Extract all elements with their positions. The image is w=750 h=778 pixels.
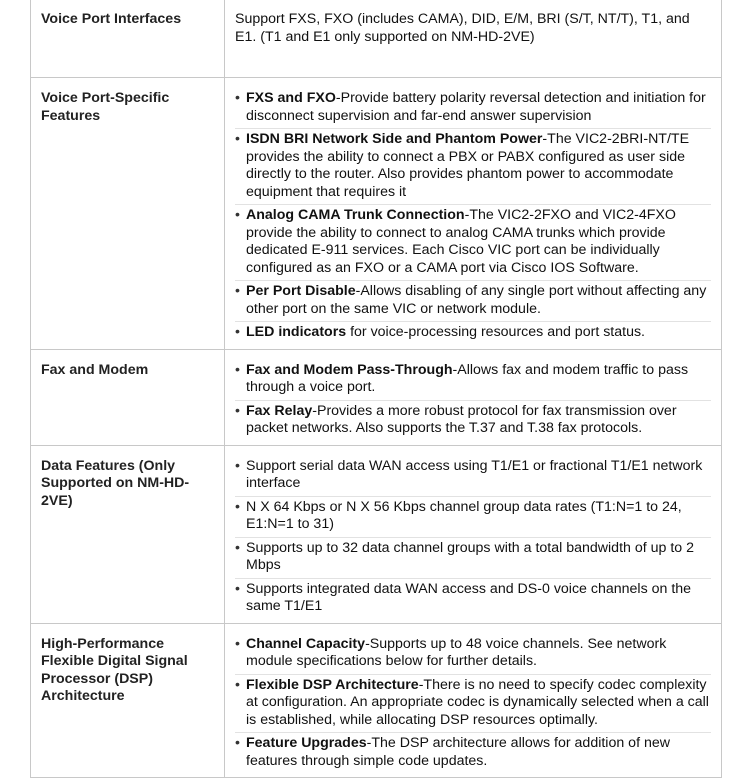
list-item (235, 636, 711, 675)
list-item (235, 362, 711, 401)
table-row (31, 78, 722, 350)
item-desc: -Allows fax and modem traffic to pass through a voice port. (246, 361, 689, 395)
row-label: High-Performance Flexible Digital Signal Processor (DSP) Architecture (31, 623, 225, 778)
item-desc: -Provides a more robust protocol for fax transmission over packet networks. Also supports the T.37 and T.38 fax protocols. (246, 402, 677, 436)
row-label: Voice Port Interfaces (31, 0, 225, 78)
row-content (225, 349, 722, 445)
item-term: FXS and FXO (246, 90, 336, 106)
list-item (235, 458, 711, 497)
item-desc: -There is no need to specify codec complexity at configuration. An appropriate codec is dynamically selected when a call is established, while allocating DSP resources optimally. (246, 676, 709, 728)
table-row (31, 445, 722, 623)
item-desc: for voice-processing resources and port status. (346, 324, 645, 340)
list-item (235, 499, 711, 538)
row-label: Fax and Modem (31, 349, 225, 445)
row-content (225, 78, 722, 350)
row-content (225, 623, 722, 778)
list-item (235, 540, 711, 579)
item-term: Flexible DSP Architecture (246, 676, 419, 693)
item-term: LED indicators (246, 324, 347, 340)
row-content (225, 0, 722, 78)
table-row (31, 623, 722, 778)
item-term: Fax Relay (246, 402, 313, 419)
item-desc: N X 64 Kbps or N X 56 Kbps channel group data rates (T1:N=1 to 24, E1:N=1 to 31) (246, 498, 682, 532)
item-desc: Supports integrated data WAN access and DS-0 voice channels on the same T1/E1 (246, 580, 692, 614)
list-item (235, 403, 711, 438)
table-row (31, 349, 722, 445)
list-item (235, 207, 711, 281)
item-term: Analog CAMA Trunk Connection (246, 207, 465, 223)
item-term: ISDN BRI Network Side and Phantom Power (246, 131, 543, 147)
list-item (235, 283, 711, 322)
list-item (235, 90, 711, 129)
item-desc: Supports up to 32 data channel groups with a total bandwidth of up to 2 Mbps (246, 539, 695, 573)
item-desc: -The VIC2-2FXO and VIC2-4FXO provide the ability to connect to analog CAMA trunks which provide dedicated E-911 services. Each Cisco VIC port can be individually configured as an FXO or a CAMA port via Cisco IOS Software. (246, 207, 676, 276)
row-text: Support FXS, FXO (includes CAMA), DID, E/M, BRI (S/T, NT/T), T1, and E1. (T1 and E1 only supported on NM-HD-2VE) (235, 11, 690, 45)
item-desc: -Supports up to 48 voice channels. See network module specifications below for further details. (246, 635, 667, 669)
list-item (235, 131, 711, 205)
item-term: Channel Capacity (246, 635, 366, 652)
item-term: Per Port Disable (246, 283, 356, 299)
item-desc: -Allows disabling of any single port without affecting any other port on the same VIC or network module. (246, 283, 707, 317)
list-item (235, 677, 711, 734)
item-desc: -The DSP architecture allows for addition of new features through simple code updates. (246, 735, 670, 769)
spec-table (30, 0, 722, 778)
row-content (225, 445, 722, 623)
item-term: Feature Upgrades (246, 735, 367, 751)
table-row (31, 0, 722, 78)
item-desc: -The VIC2-2BRI-NT/TE provides the ability to connect a PBX or PABX configured as user side directly to the router. Also provides phantom power to accommodate equipment that requires it (246, 131, 690, 200)
item-desc: Support serial data WAN access using T1/E1 or fractional T1/E1 network interface (246, 457, 703, 491)
list-item (235, 581, 711, 616)
row-label: Voice Port-Specific Features (31, 78, 225, 350)
item-desc: -Provide battery polarity reversal detection and initiation for disconnect supervision and far-end answer supervision (246, 90, 706, 124)
item-term: Fax and Modem Pass-Through (246, 361, 453, 378)
list-item (235, 324, 711, 342)
row-label: Data Features (Only Supported on NM-HD-2VE) (31, 445, 225, 623)
